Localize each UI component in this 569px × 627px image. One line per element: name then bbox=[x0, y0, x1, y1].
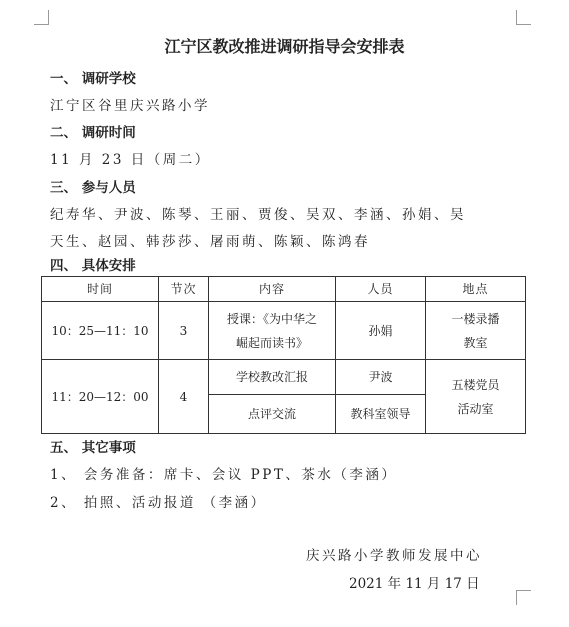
section-heading-participants: 三、 参与人员 bbox=[50, 180, 136, 196]
cell-place-line: 教室 bbox=[463, 335, 488, 350]
header-period: 节次 bbox=[159, 277, 209, 302]
section-heading-school: 一、 调研学校 bbox=[50, 71, 136, 87]
cell-place-line: 五楼党员 bbox=[451, 377, 500, 392]
school-name: 江宁区谷里庆兴路小学 bbox=[50, 98, 210, 114]
header-place: 地点 bbox=[426, 277, 526, 302]
section-heading-time: 二、 调研时间 bbox=[50, 125, 136, 141]
survey-date: 11 月 23 日（周二） bbox=[50, 152, 211, 168]
cell-time: 10：25—11：10 bbox=[42, 302, 159, 360]
cell-content-line: 崛起而读书》 bbox=[235, 335, 308, 350]
document-title: 江宁区教改推进调研指导会安排表 bbox=[164, 37, 405, 56]
other-item-1: 1、 会务准备：席卡、会议 PPT、茶水（李涵） bbox=[50, 467, 398, 483]
cell-period: 4 bbox=[159, 360, 209, 434]
other-item-2: 2、 拍照、活动报道 （李涵） bbox=[50, 495, 267, 511]
header-time: 时间 bbox=[42, 277, 159, 302]
cell-content bbox=[209, 302, 336, 360]
signature-date: 2021 年 11 月 17 日 bbox=[349, 576, 480, 592]
cell-place-line: 活动室 bbox=[457, 401, 494, 416]
participants-line-2: 天生、赵园、韩莎莎、屠雨萌、陈颖、陈鸿春 bbox=[50, 234, 370, 250]
participants-line-1: 纪寿华、尹波、陈琴、王丽、贾俊、吴双、李涵、孙娟、吴 bbox=[50, 207, 466, 223]
cell-person: 尹波 bbox=[336, 360, 426, 395]
page-corner-mark bbox=[34, 10, 49, 25]
cell-place bbox=[426, 360, 526, 434]
cell-place-line: 一楼录播 bbox=[451, 311, 500, 326]
schedule-table bbox=[41, 276, 526, 434]
header-content: 内容 bbox=[209, 277, 336, 302]
cell-place bbox=[426, 302, 526, 360]
cell-content: 学校教改汇报 bbox=[209, 360, 336, 395]
cell-content: 点评交流 bbox=[209, 395, 336, 434]
section-heading-schedule: 四、 具体安排 bbox=[50, 258, 136, 274]
section-heading-other: 五、 其它事项 bbox=[50, 440, 136, 456]
cell-person: 孙娟 bbox=[336, 302, 426, 360]
cell-person: 教科室领导 bbox=[336, 395, 426, 434]
cell-time: 11：20—12：00 bbox=[42, 360, 159, 434]
cell-period: 3 bbox=[159, 302, 209, 360]
signature-organization: 庆兴路小学教师发展中心 bbox=[306, 548, 482, 564]
table-row bbox=[42, 360, 526, 395]
page-corner-mark bbox=[516, 10, 531, 25]
page-corner-mark bbox=[516, 590, 531, 605]
cell-content-line: 授课：《为中华之 bbox=[226, 311, 317, 326]
table-row bbox=[42, 302, 526, 360]
table-header-row bbox=[42, 277, 526, 302]
header-person: 人员 bbox=[336, 277, 426, 302]
